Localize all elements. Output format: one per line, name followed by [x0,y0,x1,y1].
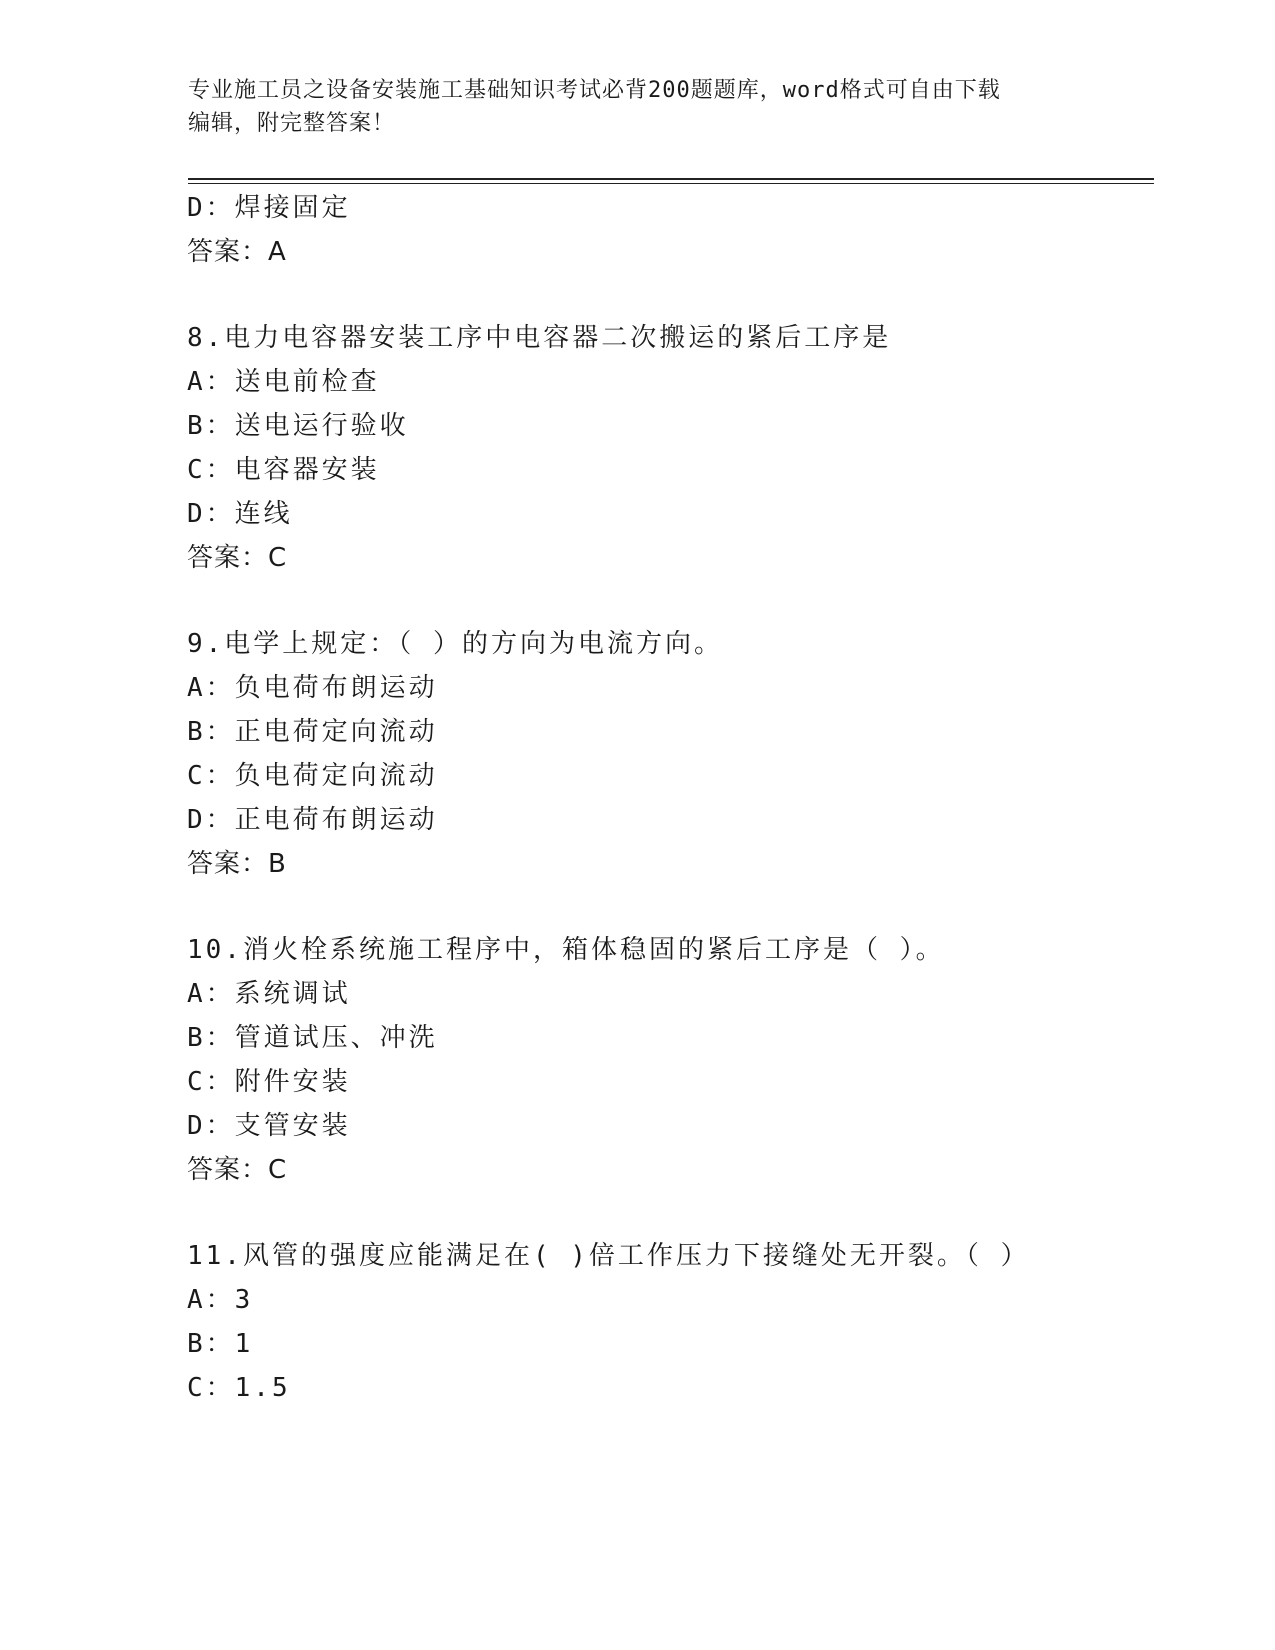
q8-option-d: D：连线 [187,499,293,529]
q8-answer: 答案：C [187,543,288,573]
q11-option-c: C：1.5 [187,1373,291,1403]
q10-option-d: D：支管安装 [187,1111,351,1141]
header-line-1: 专业施工员之设备安装施工基础知识考试必背200题题库，word格式可自由下载 [188,78,1001,103]
q9-question: 9.电学上规定：（ ）的方向为电流方向。 [187,629,723,659]
q11-option-b: B：1 [187,1329,254,1359]
prev-option-d: D：焊接固定 [187,193,351,223]
q10-question: 10.消火栓系统施工程序中，箱体稳固的紧后工序是（ ）。 [187,935,945,965]
q9-option-c: C：负电荷定向流动 [187,761,438,791]
q11-question: 11.风管的强度应能满足在( )倍工作压力下接缝处无开裂。（ ） [187,1241,1030,1271]
q11-option-a: A：3 [187,1285,254,1315]
q8-option-a: A：送电前检查 [187,367,380,397]
q8-question: 8.电力电容器安装工序中电容器二次搬运的紧后工序是 [187,323,892,353]
q8-option-b: B：送电运行验收 [187,411,409,441]
q8-option-c: C：电容器安装 [187,455,380,485]
q10-answer: 答案：C [187,1155,288,1185]
q10-option-a: A：系统调试 [187,979,351,1009]
q9-option-d: D：正电荷布朗运动 [187,805,438,835]
header-line-2: 编辑，附完整答案！ [188,111,396,136]
header-rule-thin [188,183,1154,184]
q10-option-b: B：管道试压、冲洗 [187,1023,438,1053]
q9-answer: 答案：B [187,849,287,879]
document-header [188,74,1088,140]
header-rule-thick [188,178,1154,180]
q10-option-c: C：附件安装 [187,1067,351,1097]
prev-answer: 答案：A [187,237,287,267]
q9-option-a: A：负电荷布朗运动 [187,673,438,703]
q9-option-b: B：正电荷定向流动 [187,717,438,747]
